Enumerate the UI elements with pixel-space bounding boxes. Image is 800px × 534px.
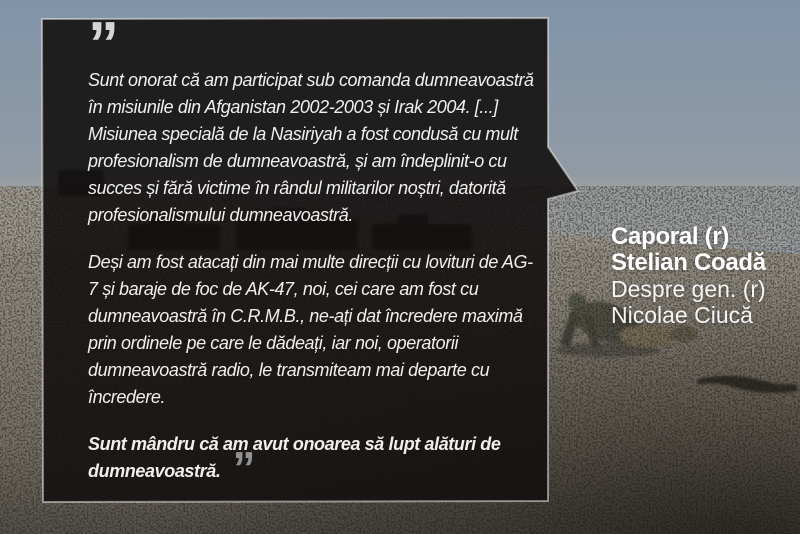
quote-paragraph-2: Deși am fost atacați din mai multe direcții cu lovituri de AG-7 și baraje de foc de AK-47, noi, cei care am fost cu dumneavoastră în C.R.M.B., ne-ați dat încredere maximă prin ordinele pe care le dădeați, iar noi, operatorii dumneavoastră radio, le transmiteam mai departe cu încredere. <box>88 252 533 407</box>
attribution-about-line2: Nicolae Ciucă <box>611 302 753 328</box>
attribution-about-line1: Despre gen. (r) <box>611 276 766 302</box>
quote-closing-text: Sunt mândru că am avut onoarea să lupt alături de dumneavoastră. <box>88 434 501 481</box>
quote-paragraph-1: Sunt onorat că am participat sub comanda dumneavoastră în misiunile din Afganistan 2002-2003 și Irak 2004. [...] Misiunea specială de la Nasiriyah a fost condusă cu mult profesionalism de dumneavoastră, și am îndeplinit-o cu succes și fără victime în rândul militarilor noștri, datorită profesionalismului dumneavoastră. <box>88 70 534 225</box>
quote-paragraph-closing: Sunt mândru că am avut onoarea să lupt alături de dumneavoastră. ” <box>88 434 501 494</box>
attribution-name-line1: Caporal (r) <box>611 223 730 250</box>
quote-text-block <box>88 10 534 494</box>
attribution-name-line2: Stelian Coadă <box>611 249 766 276</box>
attribution-block <box>611 224 766 328</box>
open-quote-icon: ” <box>88 10 117 79</box>
